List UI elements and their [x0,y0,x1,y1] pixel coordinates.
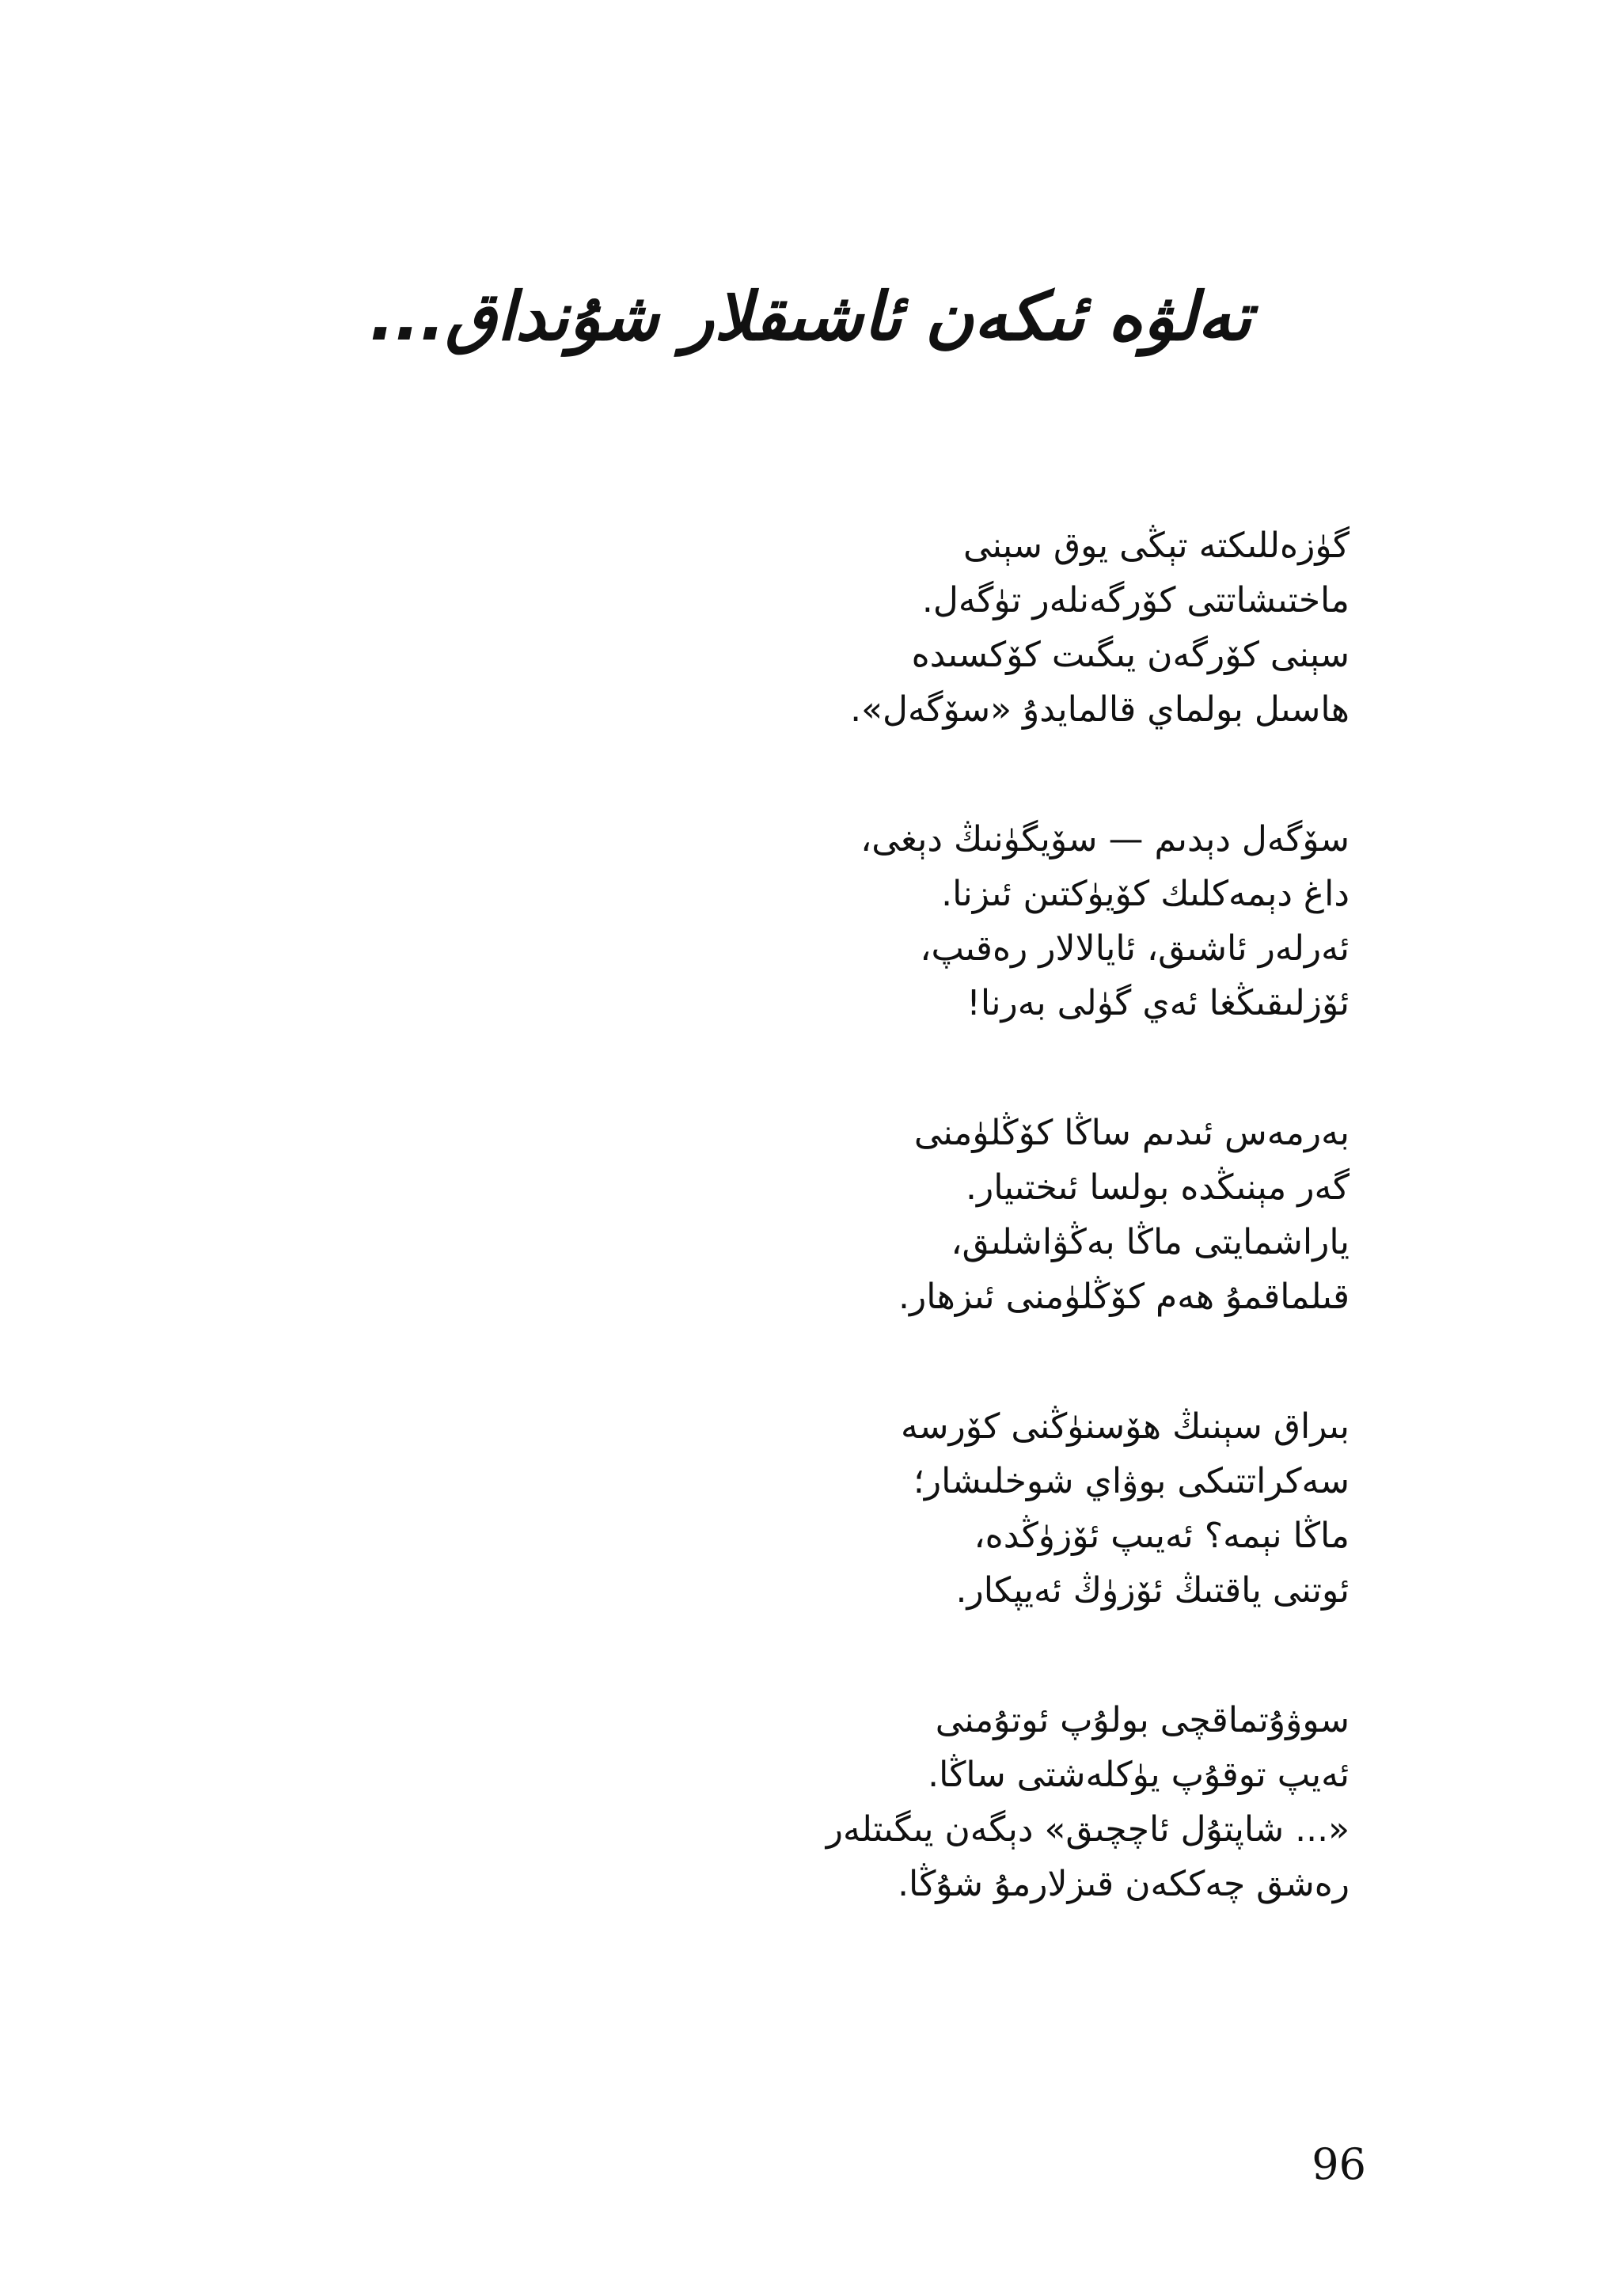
stanza-4 [400,1399,1350,1618]
page-number: 96 [1312,2139,1366,2189]
poem-line: قىلماقمۇ ھەم كۆڭلۈمنى ئىزھار. [898,1277,1350,1317]
poem-title: تەلۋە ئىكەن ئاشىقلار شۇنداق... [369,278,1252,355]
poem-line: گەر مېنىڭدە بولسا ئىختىيار. [965,1167,1350,1208]
stanza-3 [400,1106,1350,1324]
poem-line: ئەيپ توقۇپ يۈكلەشتى ساڭا. [928,1755,1350,1795]
poem-line: ماختىشاتتى كۆرگەنلەر تۈگەل. [921,580,1350,620]
poem-line: بەرمەس ئىدىم ساڭا كۆڭلۈمنى [913,1113,1350,1153]
poem-line: گۈزەللىكتە تېڭى يوق سېنى [962,526,1350,566]
poem-line: ماڭا نېمە؟ ئەيىپ ئۆزۈڭدە، [974,1516,1350,1556]
poem-line: ئۆزلىقىڭغا ئەي گۈلى بەرنا! [966,983,1350,1023]
stanza-5 [400,1693,1350,1911]
poem-line: ھاسىل بولماي قالمايدۇ «سۆگەل». [850,689,1350,730]
stanza-1 [400,518,1350,737]
poem-line: سۆگەل دېدىم — سۆيگۈنىڭ دېغى، [860,819,1350,860]
poem-line: داغ دېمەكلىك كۆيۈكتىن ئىزنا. [941,874,1350,914]
poem-line: بىراق سېنىڭ ھۆسنۈڭنى كۆرسە [901,1406,1350,1447]
poem-line: رەشق چەككەن قىزلارمۇ شۇڭا. [898,1864,1350,1904]
poem-line: ئەرلەر ئاشىق، ئايالالار رەقىپ، [920,928,1350,969]
poem-line: سەكراتتىكى بوۋاي شوخلىشار؛ [913,1461,1350,1501]
poem-line: ياراشمايتى ماڭا بەڭۋاشلىق، [951,1222,1350,1262]
poem-line: سېنى كۆرگەن يىگىت كۆكسىدە [911,635,1350,675]
poem-line: ئوتنى ياقتىڭ ئۆزۈڭ ئەيپكار. [955,1570,1350,1611]
stanza-2 [400,812,1350,1030]
poem-body [400,518,1350,1987]
poem-line: سوۋۇتماقچى بولۇپ ئوتۇمنى [935,1700,1350,1740]
poem-line: «... شاپتۇل ئاچچىق» دېگەن يىگىتلەر [826,1809,1350,1850]
